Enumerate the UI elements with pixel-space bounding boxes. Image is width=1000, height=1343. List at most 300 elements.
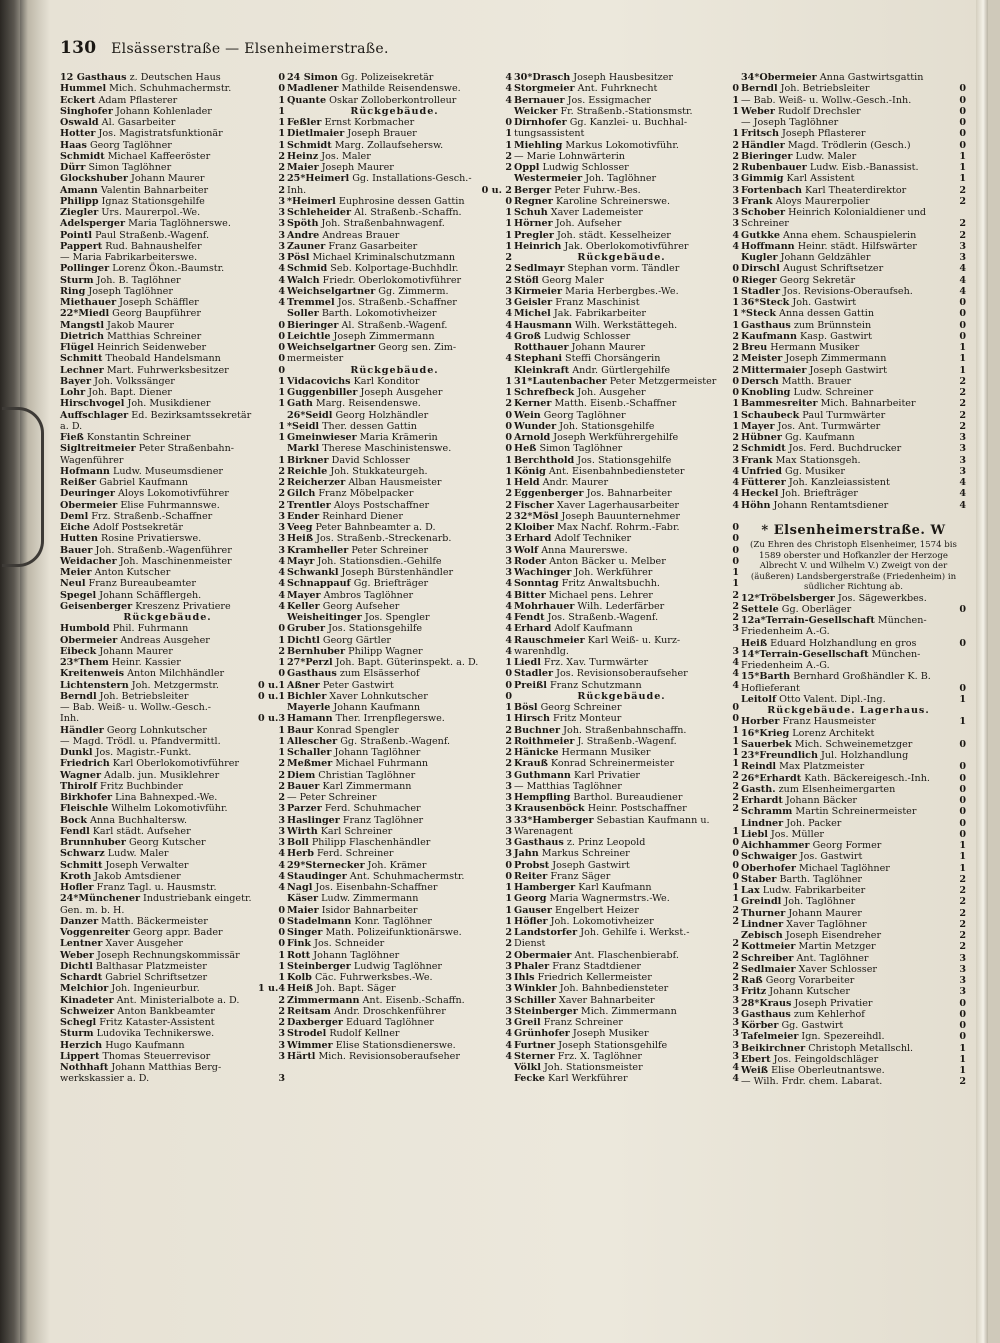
entry-text: Miehling Markus Lokomotivführ. [514,139,679,151]
directory-entry [514,342,739,353]
entry-text: Stadler Jos. Revisionsoberaufseher [514,668,688,680]
directory-entry [287,466,512,477]
entry-text: Kloiber Max Nachf. Rohrm.-Fabr. [514,522,680,533]
directory-entry [287,241,512,252]
entry-text: Danzer Matth. Bäckermeister [60,915,208,927]
directory-entry [741,95,966,106]
entry-text: Frank Aloys Maurerpolier [741,195,870,207]
directory-entry [287,657,512,668]
entry-text: Guggenbiller Joseph Ausgeher [287,387,443,398]
entry-text: 12a*Terrain-Gesellschaft München- [741,615,927,626]
floor-number: 3 [732,1017,739,1028]
floor-number: 1 [959,840,966,851]
directory-entry [514,297,739,308]
directory-entry [287,736,512,747]
entry-text: Hamberger Karl Kaufmann [514,882,652,893]
floor-number: 2 [959,375,966,387]
entry-text: Veeg Peter Bahnbeamter a. D. [287,522,436,533]
entry-text: Nagl Jos. Eisenbahn-Schaffner [287,882,438,893]
entry-text: Baur Konrad Spengler [287,724,399,736]
directory-entry [514,668,739,679]
entry-text: Hörner Joh. Aufseher [514,218,622,230]
entry-text: Nothhaft Johann Matthias Berg- [60,1062,222,1073]
directory-entry [741,874,966,885]
entry-text: Wein Georg Taglöhner [514,409,626,421]
directory-entry [514,533,739,544]
floor-number: 2 [959,398,966,410]
entry-text: 26*Seidl Georg Holzhändler [287,409,429,421]
floor-number: 0 [959,105,966,117]
entry-text: Schrefbeck Joh. Ausgeher [514,387,646,398]
directory-entry [741,683,966,694]
entry-text: Völkl Joh. Stationsmeister [514,1062,643,1073]
entry-text: Schwaiger Jos. Gastwirt [741,851,863,863]
directory-entry [741,398,966,409]
entry-text: Sedlmaier Xaver Schlosser [741,963,877,975]
directory-entry [514,511,739,522]
directory-entry [514,938,739,949]
directory-entry [287,612,512,623]
entry-text: Bernhuber Philipp Wagner [287,645,423,657]
entry-text: Gasth. zum Elsenheimergarten [741,783,896,795]
floor-number: 2 [505,522,512,533]
entry-text: Rieger Georg Sekretär [741,274,856,286]
directory-entry [287,792,512,803]
directory-entry [287,140,512,151]
entry-text: Winkler Joh. Bahnbediensteter [514,983,669,995]
floor-number: 0 [959,308,966,320]
entry-text: Haas Georg Taglöhner [60,139,172,151]
floor-number: 0 [959,806,966,818]
entry-text: Bock Anna Buchhaltersw. [60,814,188,826]
floor-number: 1 [505,375,512,387]
directory-entry [514,241,739,252]
directory-entry [514,432,739,443]
directory-entry [741,649,966,660]
floor-number: 1 [505,713,512,725]
entry-text: Heckel Joh. Briefträger [741,488,858,500]
directory-entry [287,702,512,713]
floor-number: 4 [732,668,739,680]
entry-text: Lindner Joh. Packer [741,817,842,829]
floor-number: 0 [732,544,739,556]
entry-text: Landstorfer Joh. Gehilfe i. Werkst.- [514,927,690,938]
floor-number: 2 [278,1005,285,1017]
floor-number: 2 [732,162,739,173]
entry-text: Gauser Engelbert Heizer [514,904,639,916]
entry-text: Pappert Rud. Bahnaushelfer [60,240,202,252]
entry-text: Hübner Gg. Kaufmann [741,432,855,443]
directory-entry [514,1062,739,1073]
directory-entry [60,511,285,522]
floor-number: 1 [959,862,966,874]
directory-entry [741,671,966,682]
floor-number: 2 [732,139,739,151]
entry-text: Ring Joseph Taglöhner [60,285,173,297]
directory-entry [741,941,966,952]
directory-entry [287,668,512,679]
entry-text: Knobling Ludw. Schreiner [741,387,874,398]
floor-number: 4 [278,882,285,893]
floor-number: 0 [278,342,285,353]
entry-text: Friedenheim A.-G. [741,660,830,671]
floor-number: 2 [278,780,285,792]
entry-text: Ziegler Urs. Maurerpol.-We. [60,207,201,218]
directory-entry [287,1040,512,1051]
directory-entry [514,905,739,916]
floor-number: 0 u.1 [257,690,285,702]
directory-entry [60,882,285,893]
directory-entry [741,660,966,671]
directory-entry [741,443,966,454]
entry-text: Kottmeier Martin Metzger [741,941,876,953]
entry-text: Kolb Cäc. Fuhrwerksbes.-We. [287,972,433,983]
directory-entry [60,972,285,983]
entry-text: Maier Isidor Bahnarbeiter [287,904,418,916]
directory-entry [60,770,285,781]
entry-text: Arnold Joseph Werkführergehilfe [514,432,679,443]
directory-entry [60,848,285,859]
entry-text: Obermeier Andreas Ausgeher [60,634,210,646]
directory-entry [741,106,966,117]
directory-entry [514,893,739,904]
directory-entry [287,950,512,961]
directory-entry [60,916,285,927]
directory-entry [60,826,285,837]
floor-number: 3 [732,184,739,196]
floor-number: 1 [505,207,512,218]
floor-number: 0 [732,387,739,398]
entry-text: Greil Franz Schreiner [514,1017,623,1028]
entry-text: Groß Ludwig Schlosser [514,330,631,342]
entry-text: Rückgebäude. [577,690,666,702]
floor-number: 4 [505,600,512,612]
directory-entry [60,128,285,139]
entry-text: Greindl Joh. Taglöhner [741,896,856,908]
entry-text: Stadler Jos. Revisions-Oberaufseh. [741,285,913,297]
floor-number: 0 u.1 [257,679,285,691]
directory-column-3 [514,72,739,1330]
entry-text: 14*Terrain-Gesellschaft München- [741,648,921,660]
directory-column-2 [287,72,512,1330]
floor-number: 1 [959,364,966,376]
floor-number: 4 [505,612,512,623]
entry-text: Friedenheim A.-G. [741,626,830,638]
entry-text: Wimmer Elise Stationsdienerswe. [287,1039,456,1051]
entry-text: Geisler Franz Maschinist [514,297,640,308]
floor-number: 2 [278,994,285,1006]
directory-entry [741,342,966,353]
entry-text: Rotthauer Johann Maurer [514,342,646,353]
floor-number: 3 [505,983,512,995]
floor-number: 3 [505,825,512,837]
floor-number: 3 [278,510,285,522]
floor-number: 4 [959,263,966,275]
floor-number: 0 [959,795,966,806]
floor-number: 1 [732,128,739,140]
directory-entry [287,860,512,871]
floor-number: 1 [278,454,285,466]
floor-number: 2 [732,792,739,803]
entry-text: Kugler Johann Geldzähler [741,252,871,263]
entry-text: a. D. [60,420,83,432]
directory-column-1 [60,72,285,1330]
entry-text: Bieringer Al. Straßenb.-Wagenf. [287,319,448,331]
floor-number: 3 [959,432,966,443]
entry-text: Ender Reinhard Diener [287,510,403,522]
entry-text: Reißer Gabriel Kaufmann [60,477,188,488]
entry-text: Eibeck Johann Maurer [60,645,173,657]
directory-entry [741,410,966,421]
directory-entry [514,1040,739,1051]
floor-number: 4 [505,1028,512,1040]
floor-number: 1 [959,150,966,162]
directory-entry [514,1073,739,1084]
floor-number: 3 [505,972,512,983]
entry-text: Quante Oskar Zolloberkontrolleur [287,94,457,106]
directory-entry [287,185,512,196]
entry-text: Gasthaus z. Prinz Leopold [514,837,646,848]
directory-entry [741,1043,966,1054]
floor-number: 0 [505,195,512,207]
entry-text: Händler Georg Lohnkutscher [60,724,207,736]
directory-entry [60,376,285,387]
entry-text: — Joseph Taglöhner [741,117,839,128]
entry-text: Dirschl August Schriftsetzer [741,263,884,275]
floor-number: 1 [505,218,512,230]
directory-entry [514,837,739,848]
section-heading [287,106,512,117]
directory-entry [287,1051,512,1062]
directory-entry [514,1028,739,1039]
floor-number: 4 [278,578,285,590]
directory-entry [287,432,512,443]
entry-text: Auffschlager Ed. Bezirksamtssekretär [60,409,252,421]
entry-text: Birkhofer Lina Bahnexped.-We. [60,792,218,803]
directory-entry [60,421,285,432]
floor-number: 1 [732,94,739,106]
entry-text: Wagner Adalb. jun. Musiklehrer [60,769,220,781]
floor-number: 4 [505,1050,512,1062]
directory-entry [741,986,966,997]
floor-number: 3 [278,825,285,837]
floor-number: 1 [959,342,966,353]
entry-text: Pollinger Lorenz Ökon.-Baumstr. [60,263,225,275]
floor-number: 3 [505,567,512,578]
entry-text: Kreitenweis Anton Milchhändler [60,668,225,680]
entry-text: Fritz Johann Kutscher [741,986,850,998]
entry-text: Wunder Joh. Stationsgehilfe [514,420,655,432]
floor-number: 4 [959,477,966,488]
entry-text: Deml Frz. Straßenb.-Schaffner [60,510,213,522]
floor-number: 0 [505,432,512,443]
entry-text: Schuh Xaver Lademeister [514,207,643,218]
floor-number: 2 [278,758,285,770]
floor-number: 1 [732,893,739,905]
floor-number: 1 [278,972,285,983]
entry-text: Georg Maria Wagnermstrs.-We. [514,893,670,905]
entry-text: Heiß Eduard Holzhandlung en gros [741,637,917,649]
floor-number: 4 [505,72,512,83]
floor-number: 2 [505,927,512,938]
floor-number: 2 [505,758,512,770]
entry-text: Hummel Mich. Schuhmachermstr. [60,83,232,95]
floor-number: 4 [505,634,512,646]
floor-number: 1 [732,285,739,297]
floor-number: 4 [959,285,966,297]
entry-text: Erhardt Johann Bäcker [741,795,857,806]
directory-entry [741,1065,966,1076]
directory-entry [514,95,739,106]
entry-text: Kleinkraft Andr. Gürtlergehilfe [514,364,671,376]
directory-entry [514,601,739,612]
entry-text: Schmid Seb. Kolportage-Buchhdlr. [287,263,459,275]
floor-number: 3 [278,1050,285,1062]
entry-text: Dienst [514,938,546,950]
directory-entry [287,882,512,893]
floor-number: 4 [505,330,512,342]
floor-number: 2 [505,162,512,173]
directory-entry [741,331,966,342]
floor-number: 1 [278,960,285,972]
floor-number: 0 [732,870,739,882]
entry-text: Amann Valentin Bahnarbeiter [60,184,209,196]
entry-text: — Bab. Weiß- u. Wollw.-Gesch.-Inh. [741,94,912,106]
directory-entry [60,72,285,83]
entry-text: Kinadeter Ant. Ministerialbote a. D. [60,994,240,1006]
entry-text: Meier Anton Kutscher [60,567,171,578]
floor-number: 3 [278,252,285,263]
entry-text: tungsassistent [514,128,585,140]
directory-entry [60,353,285,364]
directory-entry [60,151,285,162]
floor-number: 0 [959,94,966,106]
directory-entry [60,556,285,567]
entry-text: Soller Barth. Lokomotivheizer [287,308,437,320]
floor-number: 3 [278,522,285,533]
directory-entry [741,151,966,162]
entry-text: *Heimerl Euphrosine dessen Gattin [287,195,465,207]
floor-number: 1 [732,735,739,747]
floor-number: 4 [505,94,512,106]
floor-number: 2 [732,904,739,916]
directory-entry [60,477,285,488]
entry-text: Wirth Karl Schreiner [287,825,393,837]
floor-number: 2 [732,612,739,623]
floor-number: 3 [959,963,966,975]
directory-entry [514,623,739,634]
directory-entry [60,173,285,184]
directory-entry [287,635,512,646]
entry-text: Schnappauf Gg. Briefträger [287,578,429,590]
entry-text: Schramm Martin Schreinermeister [741,806,917,818]
entry-text: Lippert Thomas Steuerrevisor [60,1050,211,1062]
directory-entry [60,578,285,589]
directory-entry [514,151,739,162]
directory-entry [60,342,285,353]
directory-entry [514,162,739,173]
directory-entry [514,803,739,814]
floor-number: 3 [959,465,966,477]
floor-number: 2 [959,1076,966,1088]
entry-text: Hutten Rosine Privatierswe. [60,533,202,545]
floor-number: 2 [732,938,739,950]
floor-number: 2 [732,803,739,815]
entry-text: 34*Obermeier Anna Gastwirtsgattin [741,72,924,83]
directory-entry [60,83,285,94]
entry-text: Käser Ludw. Zimmermann [287,893,419,905]
entry-text: Frank Max Stationsgeh. [741,454,861,466]
floor-number: 3 [732,173,739,185]
directory-entry [741,1009,966,1020]
entry-text: Sedlmayr Stephan vorm. Tändler [514,263,680,275]
directory-column-4 [741,72,966,1330]
entry-text: Bauer Karl Zimmermann [287,780,412,792]
entry-text: Schmitt Joseph Verwalter [60,859,189,871]
entry-text: Bauer Joh. Straßenb.-Wagenführer [60,544,232,556]
floor-number: 4 [278,848,285,860]
entry-text: Boll Philipp Flaschenhändler [287,837,431,848]
section-heading [60,612,285,623]
entry-text: Heinz Jos. Maler [287,150,371,162]
entry-text: Weiß Elise Oberleutnantswe. [741,1065,885,1076]
entry-text: 23*Them Heinr. Kassier [60,657,181,668]
floor-number: 2 [732,330,739,342]
floor-number: 1 [278,634,285,646]
entry-text: Reicherzer Alban Hausmeister [287,477,442,488]
directory-entry [514,275,739,286]
directory-entry [60,871,285,882]
directory-entry [287,196,512,207]
entry-text: Haslinger Franz Taglöhner [287,814,424,826]
directory-entry [60,781,285,792]
floor-number: 0 [505,870,512,882]
entry-text: Bayer Joh. Volkssänger [60,375,175,387]
entry-text: Schmitt Theobald Handelsmann [60,353,221,365]
directory-entry [514,758,739,769]
directory-entry [741,128,966,139]
directory-entry [741,162,966,173]
entry-text: Parzer Ferd. Schuhmacher [287,803,421,815]
directory-entry [60,983,285,994]
directory-entry [514,702,739,713]
floor-number: 3 [505,837,512,848]
directory-entry [287,938,512,949]
entry-text: Kaufmann Kasp. Gastwirt [741,330,872,342]
directory-entry [741,784,966,795]
directory-entry [741,1031,966,1042]
directory-entry [287,770,512,781]
page-edge [976,0,988,1343]
entry-text: Westermeier Joh. Taglöhner [514,173,657,185]
entry-text: Meßmer Michael Fuhrmann [287,758,429,770]
floor-number: 0 [959,772,966,784]
directory-entry [287,747,512,758]
entry-text: Schreiner [741,218,789,230]
directory-entry [60,218,285,229]
floor-number: 2 [505,510,512,522]
entry-text: Körber Gg. Gastwirt [741,1020,844,1031]
entry-text: 36*Steck Joh. Gastwirt [741,297,857,308]
floor-number: 2 [732,353,739,365]
entry-text: Schmidt Michael Kaffeeröster [60,150,211,162]
floor-number: 0 [505,117,512,128]
entry-text: Hoffmann Heinr. städt. Hilfswärter [741,240,917,252]
entry-text: Bichler Xaver Lohnkutscher [287,690,428,702]
directory-entry [741,263,966,274]
entry-text: Hotter Jos. Magistratsfunktionär [60,128,223,140]
directory-entry [741,1076,966,1087]
